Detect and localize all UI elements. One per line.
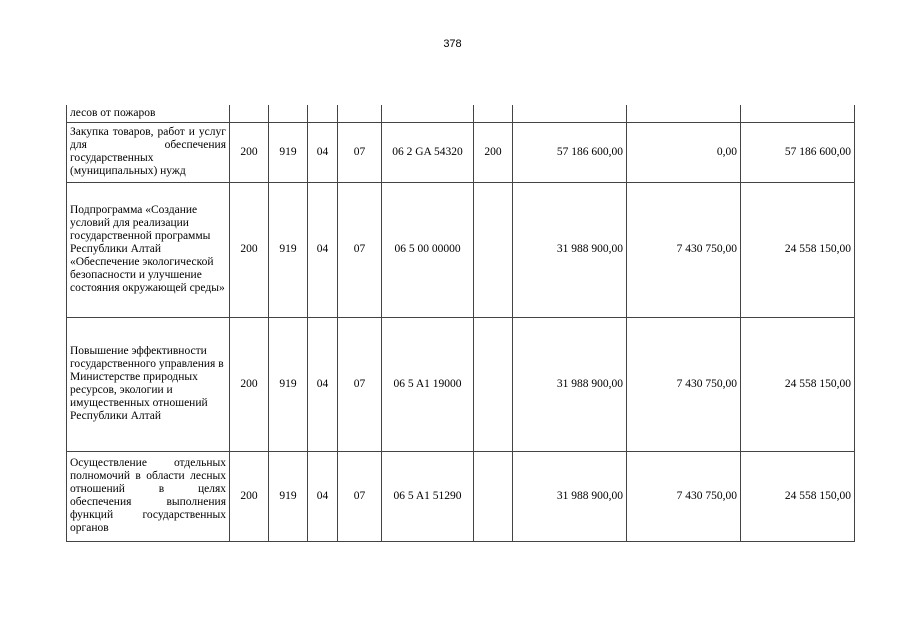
regional-cell: 24 558 150,00 [741, 451, 855, 541]
csr-cell: 06 5 A1 19000 [382, 317, 474, 451]
csr-cell: 06 5 A1 51290 [382, 451, 474, 541]
total-cell: 57 186 600,00 [513, 122, 627, 182]
regional-cell: 24 558 150,00 [741, 182, 855, 317]
table-row [67, 451, 855, 541]
table-row [67, 182, 855, 317]
federal-cell: 7 430 750,00 [627, 317, 741, 451]
col2-cell: 919 [269, 182, 308, 317]
col3-cell: 04 [308, 122, 338, 182]
col2-cell: 919 [269, 317, 308, 451]
regional-cell [741, 105, 855, 122]
total-cell [513, 105, 627, 122]
col1-cell: 200 [230, 182, 269, 317]
col3-cell: 04 [308, 317, 338, 451]
col4-cell [338, 105, 382, 122]
col3-cell: 04 [308, 451, 338, 541]
total-cell: 31 988 900,00 [513, 317, 627, 451]
col3-cell: 04 [308, 182, 338, 317]
row-name: Подпрограмма «Создание условий для реализации государственной программы Республики Алтай «Обеспечение экологической безопасности и улучшение состояния окружающей среды» [67, 182, 230, 317]
col1-cell: 200 [230, 122, 269, 182]
regional-cell: 24 558 150,00 [741, 317, 855, 451]
col2-cell: 919 [269, 122, 308, 182]
budget-table [66, 105, 855, 542]
vr-cell [474, 182, 513, 317]
col4-cell: 07 [338, 182, 382, 317]
table-row [67, 105, 855, 122]
csr-cell: 06 5 00 00000 [382, 182, 474, 317]
row-name: лесов от пожаров [67, 105, 230, 122]
vr-cell [474, 105, 513, 122]
page-number: 378 [443, 38, 462, 50]
federal-cell [627, 105, 741, 122]
federal-cell: 0,00 [627, 122, 741, 182]
col1-cell [230, 105, 269, 122]
total-cell: 31 988 900,00 [513, 451, 627, 541]
col2-cell: 919 [269, 451, 308, 541]
csr-cell: 06 2 GA 54320 [382, 122, 474, 182]
vr-cell [474, 317, 513, 451]
federal-cell: 7 430 750,00 [627, 451, 741, 541]
col3-cell [308, 105, 338, 122]
col1-cell: 200 [230, 317, 269, 451]
col2-cell [269, 105, 308, 122]
vr-cell: 200 [474, 122, 513, 182]
row-name: Осуществление отдельных полномочий в области лесных отношений в целях обеспечения выполнения функций государственных органов [67, 451, 230, 541]
col4-cell: 07 [338, 451, 382, 541]
row-name: Повышение эффективности государственного управления в Министерстве природных ресурсов, экологии и имущественных отношений Республики Алтай [67, 317, 230, 451]
col1-cell: 200 [230, 451, 269, 541]
row-name: Закупка товаров, работ и услуг для обеспечения государственных (муниципальных) нужд [67, 122, 230, 182]
vr-cell [474, 451, 513, 541]
regional-cell: 57 186 600,00 [741, 122, 855, 182]
col4-cell: 07 [338, 122, 382, 182]
table-row [67, 317, 855, 451]
total-cell: 31 988 900,00 [513, 182, 627, 317]
table-row [67, 122, 855, 182]
csr-cell [382, 105, 474, 122]
col4-cell: 07 [338, 317, 382, 451]
federal-cell: 7 430 750,00 [627, 182, 741, 317]
